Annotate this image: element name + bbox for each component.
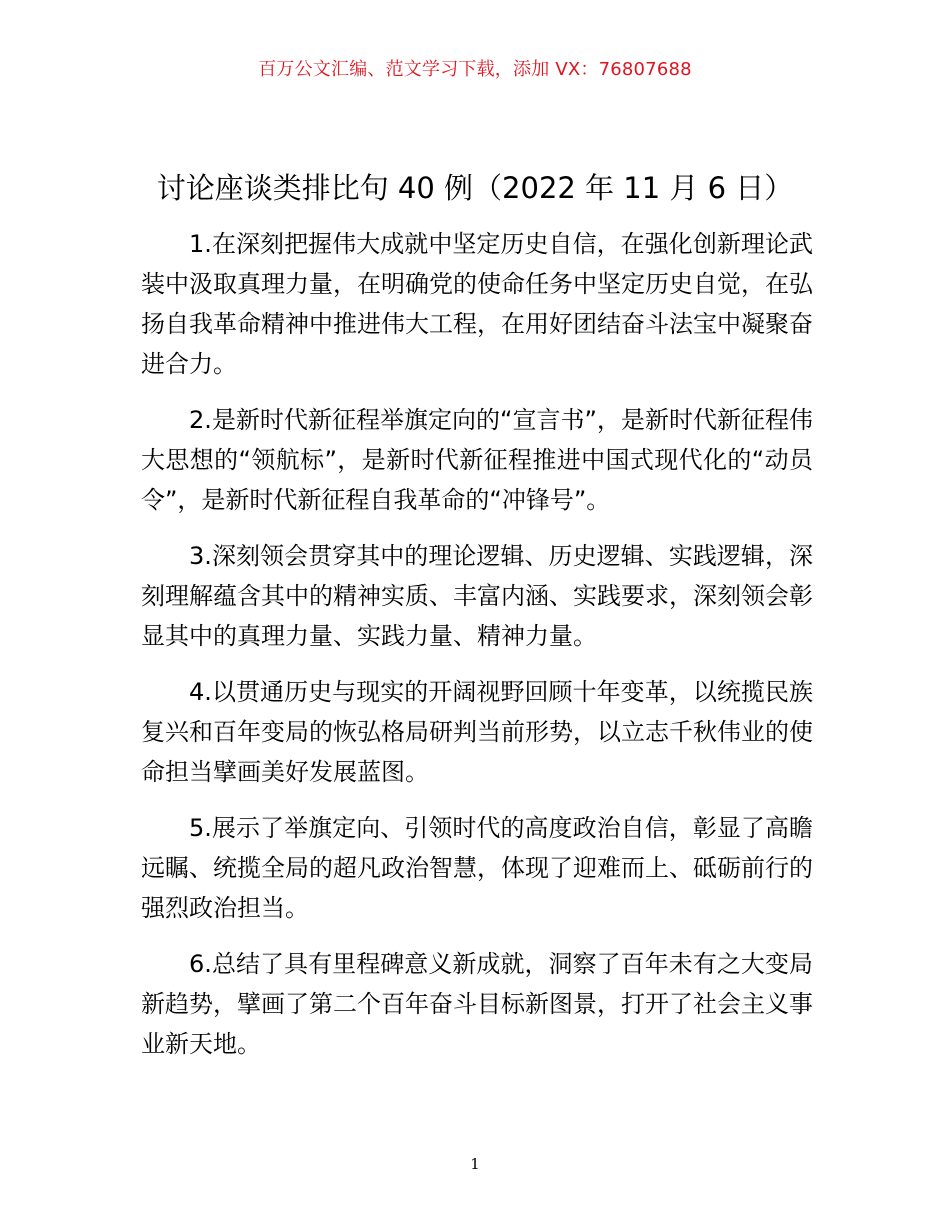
header-banner: 百万公文汇编、范文学习下载，添加 VX：76807688: [258, 59, 692, 80]
paragraph-3: 3.深刻领会贯穿其中的理论逻辑、历史逻辑、实践逻辑，深刻理解蕴含其中的精神实质、丰富内涵、实践要求，深刻领会彰显其中的真理力量、实践力量、精神力量。: [141, 542, 813, 650]
page-title: 讨论座谈类排比句 40 例（2022 年 11 月 6 日）: [156, 171, 794, 205]
paragraph-6: 6.总结了具有里程碑意义新成就，洞察了百年未有之大变局新趋势，擘画了第二个百年奋斗目标新图景，打开了社会主义事业新天地。: [141, 950, 813, 1058]
paragraph-5: 5.展示了举旗定向、引领时代的高度政治自信，彰显了高瞻远瞩、统揽全局的超凡政治智慧，体现了迎难而上、砥砺前行的强烈政治担当。: [141, 814, 813, 922]
paragraph-1: 1.在深刻把握伟大成就中坚定历史自信，在强化创新理论武装中汲取真理力量，在明确党的使命任务中坚定历史自觉，在弘扬自我革命精神中推进伟大工程，在用好团结奋斗法宝中凝聚奋进合力。: [141, 230, 813, 378]
paragraph-4: 4.以贯通历史与现实的开阔视野回顾十年变革，以统揽民族复兴和百年变局的恢弘格局研判当前形势，以立志千秋伟业的使命担当擘画美好发展蓝图。: [141, 678, 813, 786]
page-number: 1: [470, 1155, 480, 1173]
document-body: [141, 224, 813, 1080]
paragraph-2: 2.是新时代新征程举旗定向的“宣言书”，是新时代新征程伟大思想的“领航标”，是新时代新征程推进中国式现代化的“动员令”，是新时代新征程自我革命的“冲锋号”。: [141, 406, 813, 514]
